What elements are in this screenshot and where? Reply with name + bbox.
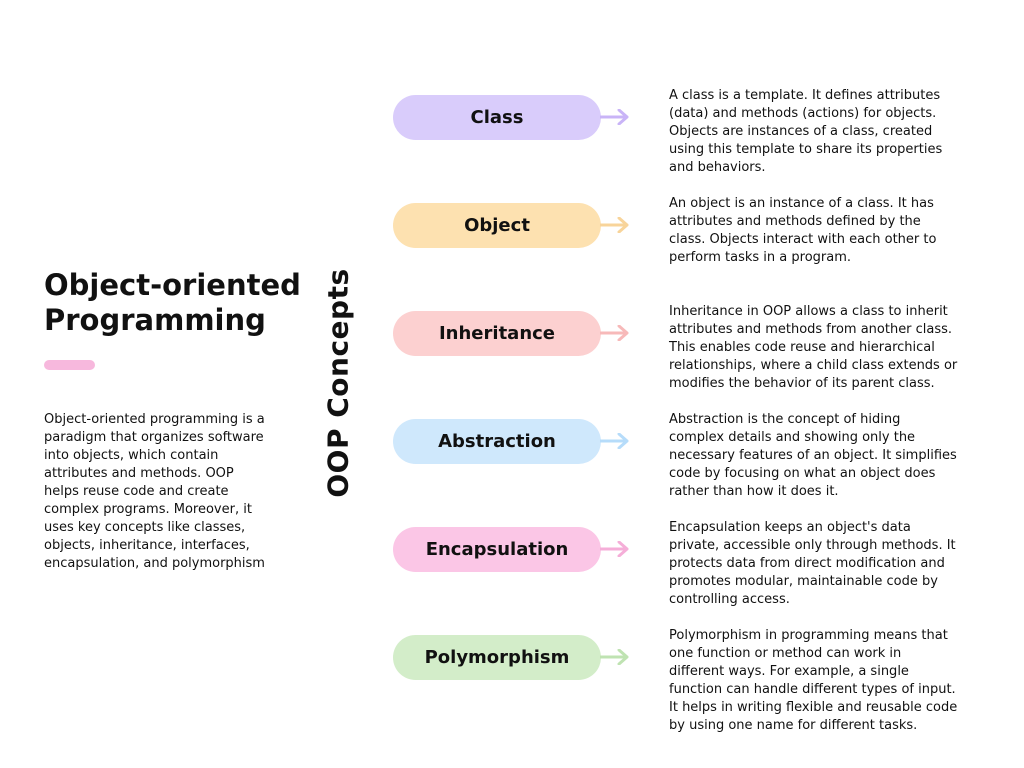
inheritance-description: Inheritance in OOP allows a class to inherit attributes and methods from another class. This enables code reuse and hierarchical relationships, where a child class extends or modifies the behavior of its parent class. bbox=[669, 304, 958, 391]
class-pill: Class bbox=[393, 95, 601, 140]
object-pill: Object bbox=[393, 203, 601, 248]
arrow-right-icon bbox=[600, 649, 630, 665]
arrow-right-icon bbox=[600, 217, 630, 233]
arrow-right-icon bbox=[600, 433, 630, 449]
polymorphism-description: Polymorphism in programming means that one function or method can work in different ways. For example, a single function can handle different types of input. It helps in writing flexible and reusable code by using one name for different tasks. bbox=[669, 628, 958, 733]
concept-row-polymorphism bbox=[0, 610, 1024, 733]
abstraction-description: Abstraction is the concept of hiding complex details and showing only the necessary features of an object. It simplifies code by focusing on what an object does rather than how it does it. bbox=[669, 412, 957, 499]
concept-row-object bbox=[0, 178, 1024, 298]
encapsulation-pill: Encapsulation bbox=[393, 527, 601, 572]
concept-row-inheritance bbox=[0, 286, 1024, 406]
concept-row-class bbox=[0, 70, 1024, 190]
inheritance-pill: Inheritance bbox=[393, 311, 601, 356]
title-line-1: Object-oriented bbox=[44, 268, 301, 302]
abstraction-pill: Abstraction bbox=[393, 419, 601, 464]
class-description: A class is a template. It defines attributes (data) and methods (actions) for objects. Objects are instances of a class, created using this template to share its properties and behaviors. bbox=[669, 88, 943, 175]
arrow-right-icon bbox=[600, 325, 630, 341]
arrow-right-icon bbox=[600, 109, 630, 125]
concept-row-abstraction bbox=[0, 394, 1024, 514]
concept-row-encapsulation bbox=[0, 502, 1024, 622]
object-description: An object is an instance of a class. It has attributes and methods defined by the class. Objects interact with each other to perform tasks in a program. bbox=[669, 196, 937, 265]
title-line-2: Programming bbox=[44, 303, 266, 337]
polymorphism-pill: Polymorphism bbox=[393, 635, 601, 680]
encapsulation-description: Encapsulation keeps an object's data private, accessible only through methods. It protects data from direct modification and promotes modular, maintainable code by controlling access. bbox=[669, 520, 956, 607]
intro-text: Object-oriented programming is a paradigm that organizes software into objects, which contain attributes and methods. OOP helps reuse code and create complex programs. Moreover, it uses key concepts like classes, objects, inheritance, interfaces, encapsulation, and polymorphism bbox=[44, 412, 265, 571]
arrow-right-icon bbox=[600, 541, 630, 557]
oop-concepts-heading: OOP Concepts bbox=[321, 268, 355, 498]
